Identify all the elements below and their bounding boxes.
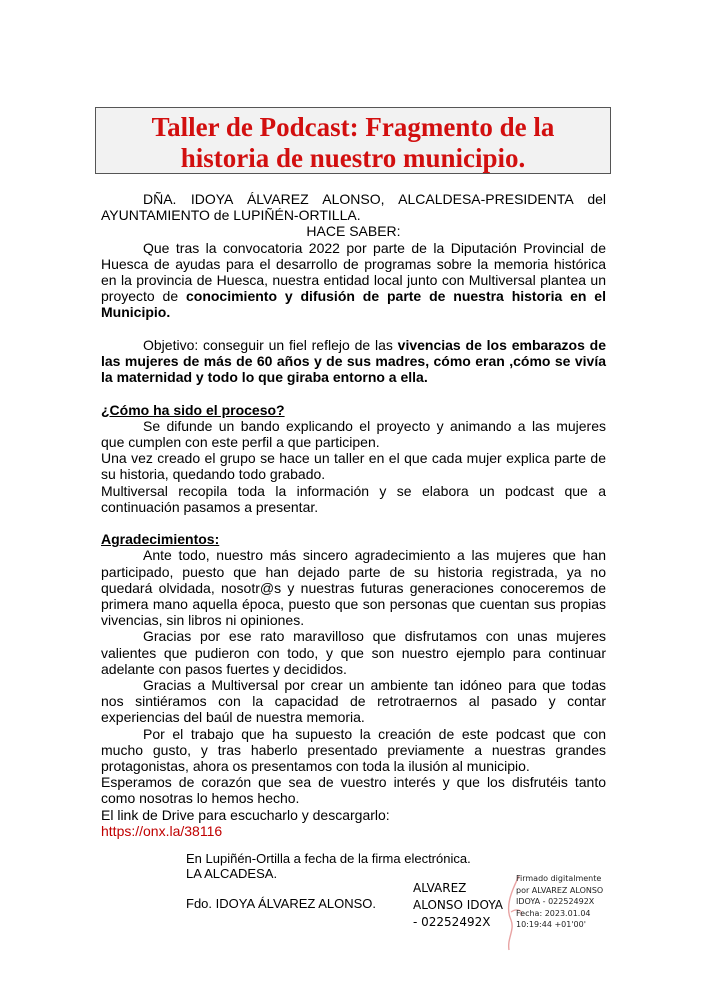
signer-role: LA ALCADESA.	[186, 866, 278, 881]
title-line-1: Taller de Podcast: Fragmento de la	[151, 112, 555, 142]
stamp-line-4: Fecha: 2023.01.04	[516, 908, 591, 918]
document-title	[96, 108, 610, 174]
stamp-line-5: 10:19:44 +01'00'	[516, 920, 586, 929]
objetivo-bold: vivencias de los embarazos de las mujeres de más de 60 años y de sus madres, cómo eran ,cómo se vivía la maternidad y todo lo que giraba entorno a ella.	[101, 336, 606, 386]
stamp-line-1: Firmado digitalmente	[516, 874, 602, 883]
drive-link[interactable]: https://onx.la/38116	[101, 822, 223, 839]
proceso-paragraph-1: Se difunde un bando explicando el proyecto y animando a las mujeres que cumplen con este perfil a que participen.	[101, 417, 606, 451]
intro-line-2: AYUNTAMIENTO de LUPIÑÉN-ORTILLA.	[101, 207, 361, 224]
agradecimientos-paragraph-2: Gracias por ese rato maravilloso que disfrutamos con unas mujeres valientes que pudieron con todo, y que son nuestro ejemplo para continuar adelante con pasos fuertes y decididos.	[101, 628, 606, 677]
digital-signature-stamp	[516, 873, 636, 931]
agradecimientos-paragraph-5: Esperamos de corazón que sea de vuestro interés y que los disfrutéis tanto como nosotras lo hemos hecho.	[101, 774, 606, 807]
signed-by: Fdo. IDOYA ÁLVAREZ ALONSO.	[186, 896, 377, 911]
agradecimientos-heading: Agradecimientos:	[101, 531, 220, 548]
agradecimientos-paragraph-4: Por el trabajo que ha supuesto la creación de este podcast que con mucho gusto, y tras haberlo presentado previamente a nuestras grandes protagonistas, ahora os presentamos con toda la ilusión al municipio.	[101, 725, 606, 775]
hace-saber: HACE SABER:	[306, 223, 401, 240]
certificate-name-line-1: ALVAREZ	[413, 881, 467, 895]
certificate-name-line-2: ALONSO IDOYA	[413, 898, 503, 912]
proceso-paragraph-2: Una vez creado el grupo se hace un taller en el que cada mujer explica parte de su historia, quedando todo grabado.	[101, 450, 606, 483]
intro-paragraph-text: Que tras la convocatoria 2022 por parte de la Diputación Provincial de Huesca de ayudas para el desarrollo de programas sobre la memoria histórica en la provincia de Huesca, nuestra entidad local junto con Multiversal plantea un proyecto de	[101, 239, 606, 305]
objetivo-paragraph	[101, 337, 606, 386]
proceso-heading: ¿Cómo ha sido el proceso?	[101, 401, 285, 418]
stamp-line-3: IDOYA - 02252492X	[516, 897, 595, 906]
title-line-2: historia de nuestro municipio.	[180, 143, 526, 173]
document-body	[101, 191, 606, 839]
place-date: En Lupiñén-Ortilla a fecha de la firma electrónica.	[186, 851, 471, 866]
certificate-name-line-3: - 02252492X	[413, 915, 491, 929]
drive-link-intro: El link de Drive para escucharlo y descargarlo:	[101, 806, 390, 823]
agradecimientos-paragraph-1: Ante todo, nuestro más sincero agradecimiento a las mujeres que han participado, puesto que han dejado parte de su historia registrada, ya no quedará olvidada, nosotr@s y nuestras futuras generaciones conoceremos de primera mano aquella época, puesto que son personas que cuentan sus propias vivencias, sin libros ni opiniones.	[101, 547, 606, 629]
intro-line-1: DÑA. IDOYA ÁLVAREZ ALONSO, ALCALDESA-PRESIDENTA del	[143, 191, 606, 207]
intro-paragraph-bold: conocimiento y difusión de parte de nuestra historia en el Municipio.	[101, 288, 606, 321]
objetivo-text: Objetivo: conseguir un fiel reflejo de las	[143, 336, 398, 353]
intro-paragraph	[101, 240, 606, 321]
title-box	[95, 107, 611, 174]
stamp-line-2: por ALVAREZ ALONSO	[516, 885, 604, 895]
proceso-paragraph-3: Multiversal recopila toda la información y se elabora un podcast que a continuación pasamos a presentar.	[101, 482, 606, 515]
agradecimientos-paragraph-3: Gracias a Multiversal por crear un ambiente tan idóneo para que todas nos sintiéramos con la capacidad de retrotraernos al pasado y contar experiencias del baúl de nuestra memoria.	[101, 677, 606, 726]
